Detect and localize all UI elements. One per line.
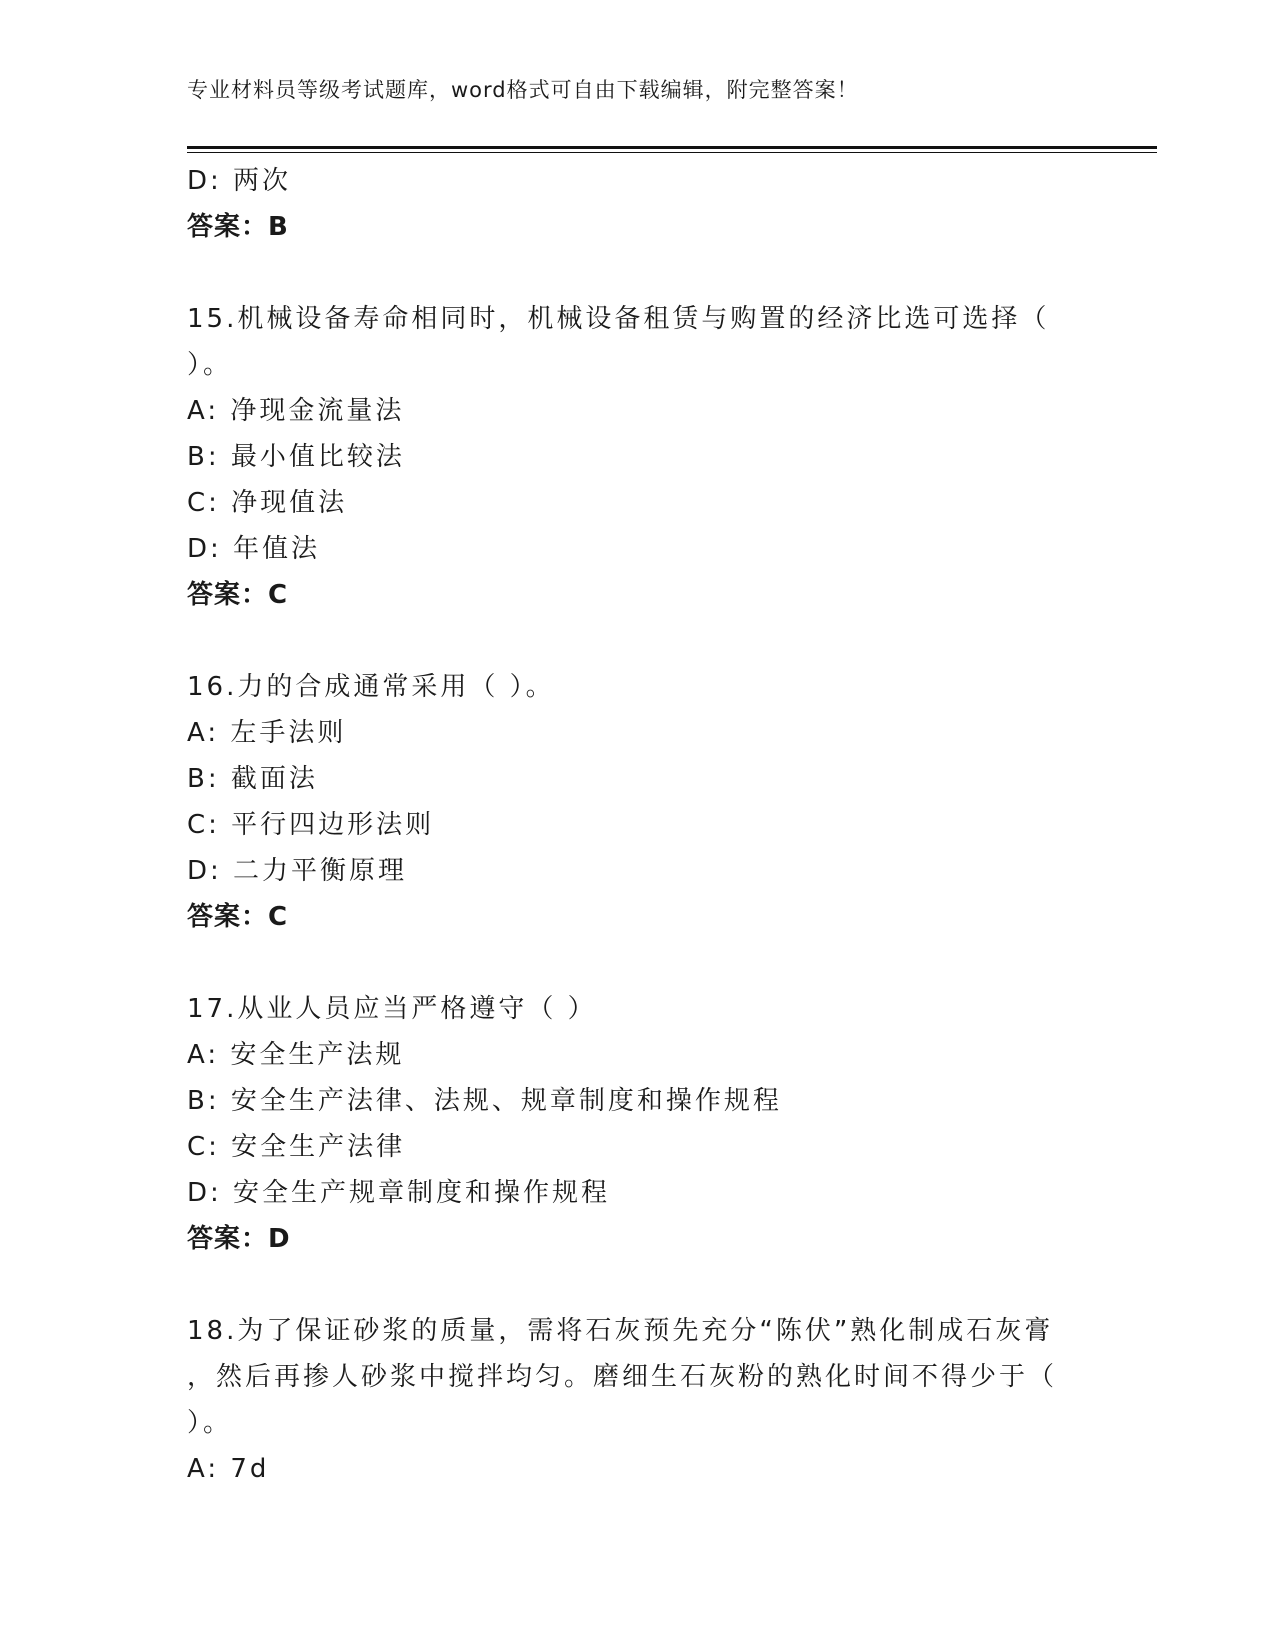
question-15 (187, 296, 1087, 618)
header-rule-thick (187, 146, 1157, 149)
q15-stem-line2: ）。 (187, 350, 233, 380)
question-16 (187, 664, 1087, 940)
prev-answer: 答案：B (187, 212, 289, 242)
q16-option-b: B: 截面法 (187, 764, 318, 794)
q17-option-c: C: 安全生产法律 (187, 1132, 406, 1162)
q16-stem-line1: 16.力的合成通常采用（ ）。 (187, 672, 555, 702)
question-18 (187, 1308, 1087, 1492)
question-list (187, 158, 1087, 1492)
spacer (187, 1262, 1087, 1308)
q15-answer: 答案：C (187, 580, 289, 610)
page-header: 专业材料员等级考试题库，word格式可自由下载编辑，附完整答案！ (187, 78, 859, 102)
question-17 (187, 986, 1087, 1262)
q16-option-d: D: 二力平衡原理 (187, 856, 408, 886)
q17-option-b: B: 安全生产法律、法规、规章制度和操作规程 (187, 1086, 782, 1116)
q17-option-a: A: 安全生产法规 (187, 1040, 405, 1070)
q15-stem-line1: 15.机械设备寿命相同时，机械设备租赁与购置的经济比选可选择（ (187, 304, 1050, 334)
q17-answer: 答案：D (187, 1224, 291, 1254)
q16-answer: 答案：C (187, 902, 289, 932)
q15-option-b: B: 最小值比较法 (187, 442, 405, 472)
q18-stem-line1: 18.为了保证砂浆的质量，需将石灰预先充分“陈伏”熟化制成石灰膏 (187, 1316, 1054, 1346)
prev-option-d: D: 两次 (187, 166, 292, 196)
q15-option-c: C: 净现值法 (187, 488, 348, 518)
q18-stem-line3: ）。 (187, 1408, 233, 1438)
spacer (187, 250, 1087, 296)
q15-option-a: A: 净现金流量法 (187, 396, 405, 426)
header-rule-thin (187, 152, 1157, 153)
q16-option-a: A: 左手法则 (187, 718, 347, 748)
q17-stem-line1: 17.从业人员应当严格遵守（ ） (187, 994, 597, 1024)
spacer (187, 618, 1087, 664)
q16-option-c: C: 平行四边形法则 (187, 810, 435, 840)
spacer (187, 940, 1087, 986)
q15-option-d: D: 年值法 (187, 534, 321, 564)
q17-option-d: D: 安全生产规章制度和操作规程 (187, 1178, 611, 1208)
q18-option-a: A: 7d (187, 1454, 270, 1484)
q18-stem-line2: ，然后再掺人砂浆中搅拌均匀。磨细生石灰粉的熟化时间不得少于（ (187, 1362, 1058, 1392)
